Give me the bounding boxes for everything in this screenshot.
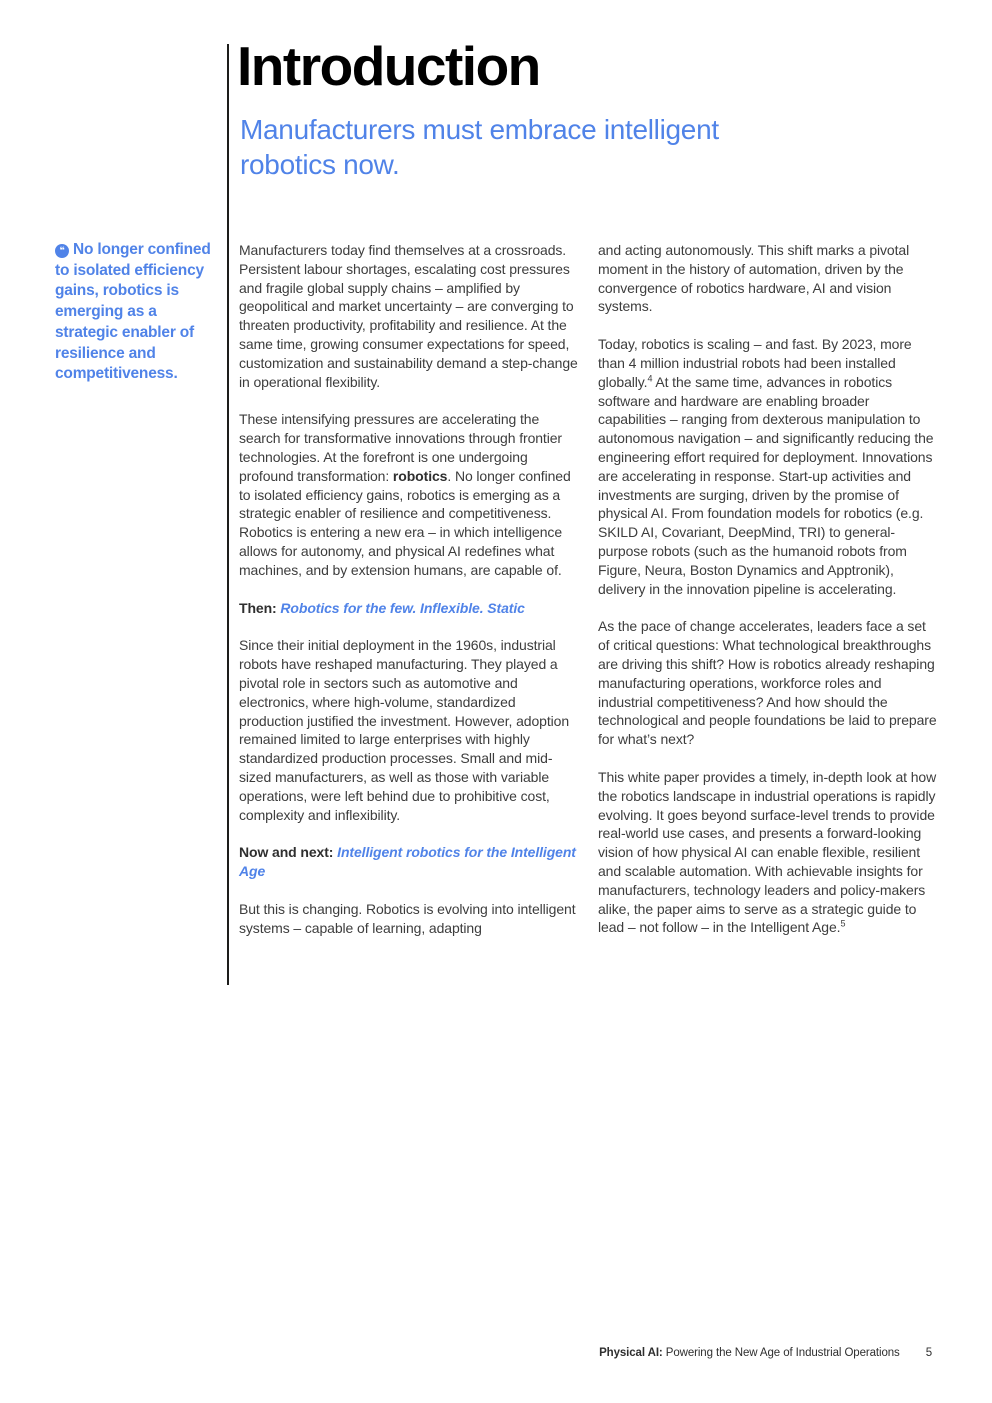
footer-title	[599, 1347, 900, 1359]
page-number: 5	[925, 1347, 932, 1359]
paragraph-history: Since their initial deployment in the 1960s, industrial robots have reshaped manufacturing. They played a pivotal role in sectors such as automotive and electronics, where high-volume, standardized production justified the investment. However, adoption remained limited to large enterprises with highly standardized production processes. Small and mid-sized manufacturers, as well as those with variable operations, were left behind due to prohibitive cost, complexity and inflexibility.	[239, 637, 570, 823]
quote-icon: ❝	[55, 244, 69, 258]
section-heading-then	[239, 599, 579, 618]
footer-title-rest: Powering the New Age of Industrial Operations	[662, 1347, 900, 1359]
subhead-accent-text: Robotics for the few. Inflexible. Static	[280, 599, 525, 616]
footer-title-bold: Physical AI:	[599, 1347, 663, 1359]
page-title: Introduction	[237, 35, 540, 97]
paragraph-questions: As the pace of change accelerates, leaders face a set of critical questions: What technological breakthroughs are driving this shift? How is robotics already reshaping manufacturing operations, workforce roles and industrial competitiveness? And how should the technological and people foundations be laid to prepare for what’s next?	[598, 618, 937, 748]
subhead-label: Now and next:	[239, 844, 334, 861]
bold-term-robotics: robotics	[392, 467, 448, 484]
page-footer	[599, 1347, 932, 1359]
paragraph-changing: But this is changing. Robotics is evolving into intelligent systems – capable of learning, adapting	[239, 900, 576, 936]
section-heading-now-and-next	[239, 843, 579, 881]
footnote-ref-4: 4	[647, 373, 653, 384]
paragraph-autonomous: and acting autonomously. This shift marks a pivotal moment in the history of automation, driven by the convergence of robotics hardware, AI and vision systems.	[598, 242, 910, 315]
subhead-label: Then:	[239, 599, 277, 616]
footnote-ref-5: 5	[840, 918, 846, 929]
body-column-right	[598, 241, 938, 956]
paragraph-crossroads: Manufacturers today find themselves at a crossroads. Persistent labour shortages, escalating cost pressures and fragile global supply chains – amplified by geopolitical and market uncertainty – are converging to threaten productivity, profitability and resilience. At the same time, growing consumer expectations for speed, customization and sustainability demand a step-change in operational flexibility.	[239, 242, 578, 390]
paragraph-text: These intensifying pressures are accelerating the search for transformative innovations through frontier technologies. At the forefront is one undergoing profound transformation:	[239, 411, 562, 484]
title-rule	[227, 44, 229, 985]
paragraph-scaling	[598, 335, 938, 598]
pull-quote	[55, 240, 215, 385]
subhead-accent-text: Intelligent robotics for the Intelligent Age	[239, 844, 576, 880]
paragraph-text: . No longer confined to isolated efficiency gains, robotics is emerging as a strategic enabler of resilience and competitiveness. Robotics is entering a new era – in which intelligence allows for autonomy, and physical AI redefines what machines, and by extension humans, are capable of.	[239, 467, 571, 578]
page-subtitle: Manufacturers must embrace intelligent robotics now.	[240, 114, 719, 180]
paragraph-text: Today, robotics is scaling – and fast. By 2023, more than 4 million industrial robots had been installed globally.	[598, 336, 912, 390]
paragraph-text: At the same time, advances in robotics software and hardware are enabling broader capabilities – ranging from dexterous manipulation to autonomous navigation – and significantly reducing the engineering effort required for deployment. Innovations are accelerating in response. Start-up activities and investments are surging, driven by the promise of physical AI. From foundation models for robotics (e.g. SKILD AI, Covariant, DeepMind, TRI) to general-purpose robots (such as the humanoid robots from Figure, Neura, Boston Dynamics and Apptronik), delivery in the innovation pipeline is accelerating.	[598, 373, 934, 597]
body-column-left	[239, 241, 579, 957]
paragraph-text: This white paper provides a timely, in-depth look at how the robotics landscape in industrial operations is rapidly evolving. It goes beyond surface-level trends to provide real-world use cases, and presents a forward-looking vision of how physical AI can enable flexible, resilient and scalable automation. With achievable insights for manufacturers, technology leaders and policy-makers alike, the paper aims to serve as a strategic guide to lead – not follow – in the Intelligent Age.	[598, 768, 937, 936]
pull-quote-text: No longer confined to isolated efficiency gains, robotics is emerging as a strategic enabler of resilience and competitiveness.	[55, 241, 211, 383]
paragraph-whitepaper	[598, 768, 938, 937]
paragraph-pressures	[239, 410, 579, 579]
